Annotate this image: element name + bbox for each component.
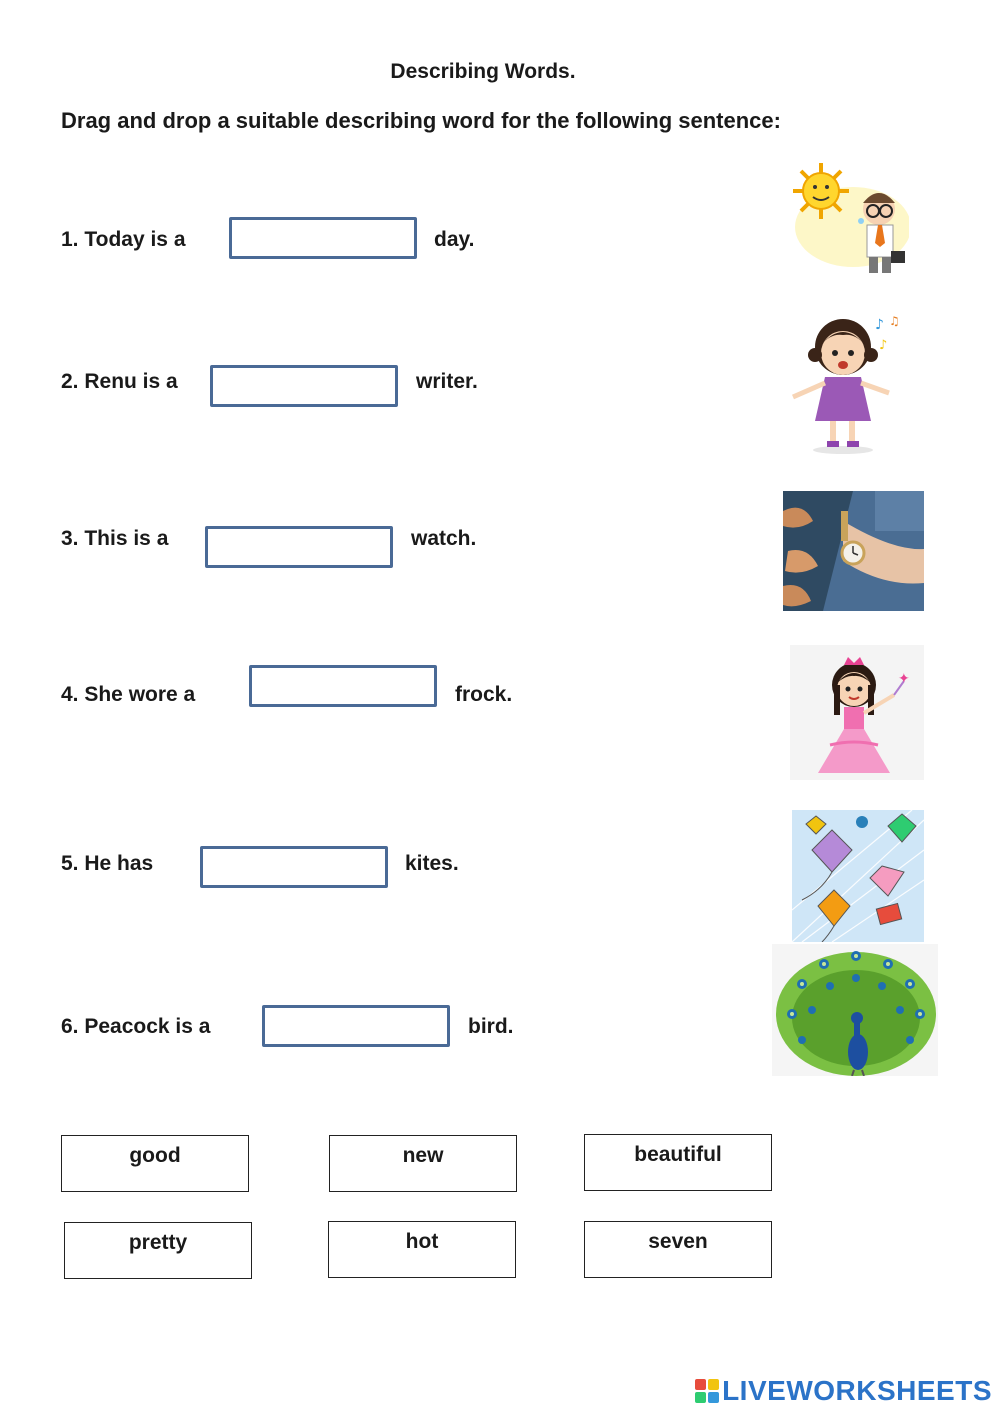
question-6-after: bird. [468,1015,514,1038]
word-card-pretty[interactable]: pretty [64,1222,252,1279]
liveworksheets-logo-text: LIVEWORKSHEETS [722,1375,992,1406]
question-1-after: day. [434,228,475,251]
question-6-text: 6. Peacock is a [61,1015,211,1038]
question-4-dropbox[interactable] [249,665,437,707]
singing-girl-image [785,305,910,455]
question-5-dropbox[interactable] [200,846,388,888]
question-4-text: 4. She wore a [61,683,196,706]
svg-text:✦: ✦ [898,671,910,687]
sun-and-man-image [783,157,909,277]
word-card-hot[interactable]: hot [328,1221,516,1278]
question-2-dropbox[interactable] [210,365,398,407]
question-1-dropbox[interactable] [229,217,417,259]
peacock-image [772,944,938,1076]
svg-text:♫: ♫ [889,314,900,328]
page-title: Describing Words. [390,60,576,83]
princess-image [790,645,924,780]
question-4-after: frock. [455,683,513,706]
question-3-text: 3. This is a [61,527,169,550]
wrist-watch-image [783,491,924,611]
question-2-text: 2. Renu is a [61,370,178,393]
instruction-text: Drag and drop a suitable describing word for the following sentence: [61,108,781,133]
word-card-seven[interactable]: seven [584,1221,772,1278]
question-5-text: 5. He has [61,852,154,875]
kites-image [792,810,924,942]
liveworksheets-logo [695,1374,992,1408]
question-3-after: watch. [411,527,477,550]
question-3-dropbox[interactable] [205,526,393,568]
word-card-new[interactable]: new [329,1135,517,1192]
question-1-text: 1. Today is a [61,228,186,251]
word-card-beautiful[interactable]: beautiful [584,1134,772,1191]
liveworksheets-logo-icon [695,1379,719,1403]
question-5-after: kites. [405,852,459,875]
svg-text:♪: ♪ [875,317,884,333]
question-2-after: writer. [416,370,478,393]
svg-text:♪: ♪ [879,338,888,353]
question-6-dropbox[interactable] [262,1005,450,1047]
word-card-good[interactable]: good [61,1135,249,1192]
